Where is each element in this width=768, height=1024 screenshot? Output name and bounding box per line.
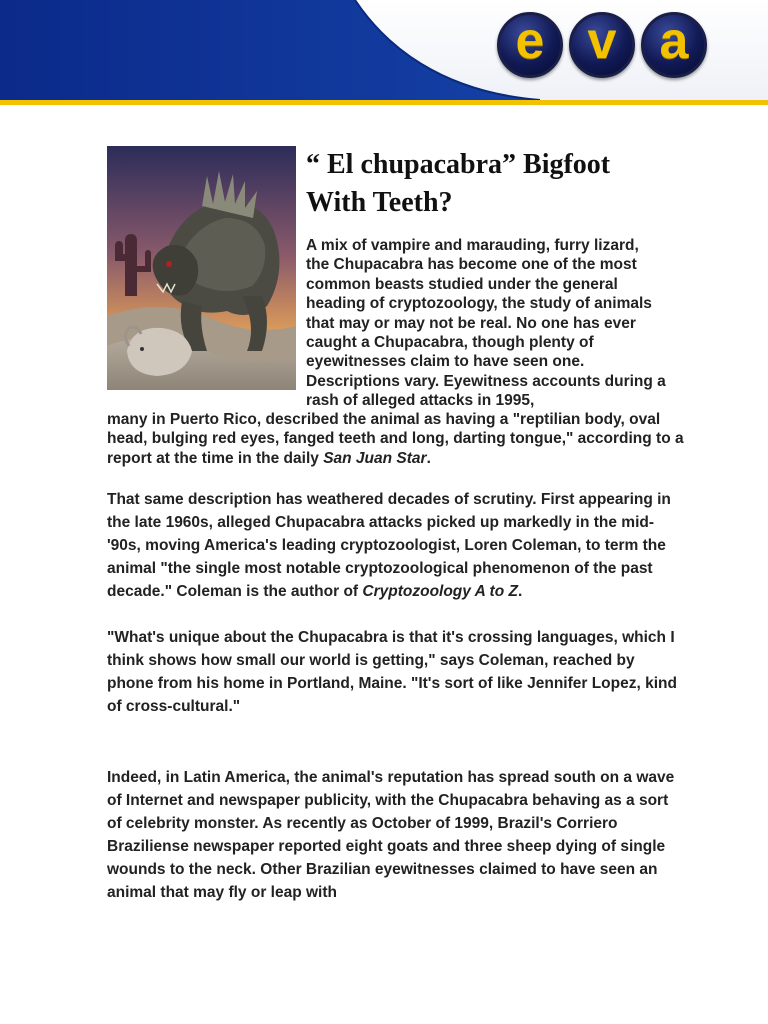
- intro-paragraph-continued: [107, 410, 687, 468]
- paragraph-scrutiny: [107, 488, 682, 603]
- logo-circle-a: [641, 12, 707, 78]
- logo-letter-e: e: [515, 12, 545, 70]
- logo-letter-v: v: [587, 12, 617, 70]
- paragraph-scrutiny-text: That same description has weathered decades of scrutiny. First appearing in the late 1960s, alleged Chupacabra attacks picked up markedly in the mid-'90s, moving America's leading cryptozoologist, Loren Coleman, to term the animal "the single most notable cryptozoological phenomenon of the past decade." Coleman is the author of: [107, 491, 671, 600]
- logo-letter-a: a: [659, 12, 689, 70]
- logo-circle-v: [569, 12, 635, 78]
- header-banner: [0, 0, 768, 108]
- newspaper-name: San Juan Star: [323, 449, 427, 467]
- article-title: “ El chupacabra” Bigfoot With Teeth?: [306, 149, 611, 218]
- eva-logo: [497, 12, 712, 82]
- intro-paragraph-text: many in Puerto Rico, described the animal as having a "reptilian body, oval head, bulging red eyes, fanged teeth and long, darting tongue," according to a report at the time in the daily: [107, 411, 684, 467]
- book-title: Cryptozoology A to Z: [362, 583, 518, 600]
- intro-end-punct: .: [426, 449, 431, 467]
- paragraph-latin-america: Indeed, in Latin America, the animal's reputation has spread south on a wave of Internet and newspaper publicity, with the Chupacabra behaving as a sort of celebrity monster. As recently as October of 1999, Brazil's Corriero Braziliense newspaper reported eight goats and three sheep dying of single wounds to the neck. Other Brazilian eyewitnesses claimed to have seen an animal that may fly or leap with: [107, 769, 675, 901]
- paragraph-coleman-quote: "What's unique about the Chupacabra is that it's crossing languages, which I think shows how small our world is getting," says Coleman, reached by phone from his home in Portland, Maine. "It's sort of like Jennifer Lopez, kind of cross-cultural.": [107, 629, 677, 715]
- paragraph-scrutiny-end: .: [517, 583, 523, 600]
- intro-paragraph-start: A mix of vampire and marauding, furry lizard, the Chupacabra has become one of the most common beasts studied under the general heading of cryptozoology, the study of animals that may or may not be real. No one has ever caught a Chupacabra, though plenty of eyewitnesses claim to have seen one. Descriptions vary. Eyewitness accounts during a rash of alleged attacks in 1995,: [306, 237, 666, 410]
- chupacabra-illustration: [107, 146, 296, 390]
- logo-circle-e: [497, 12, 563, 78]
- chupacabra-illustration-icon: [107, 146, 296, 390]
